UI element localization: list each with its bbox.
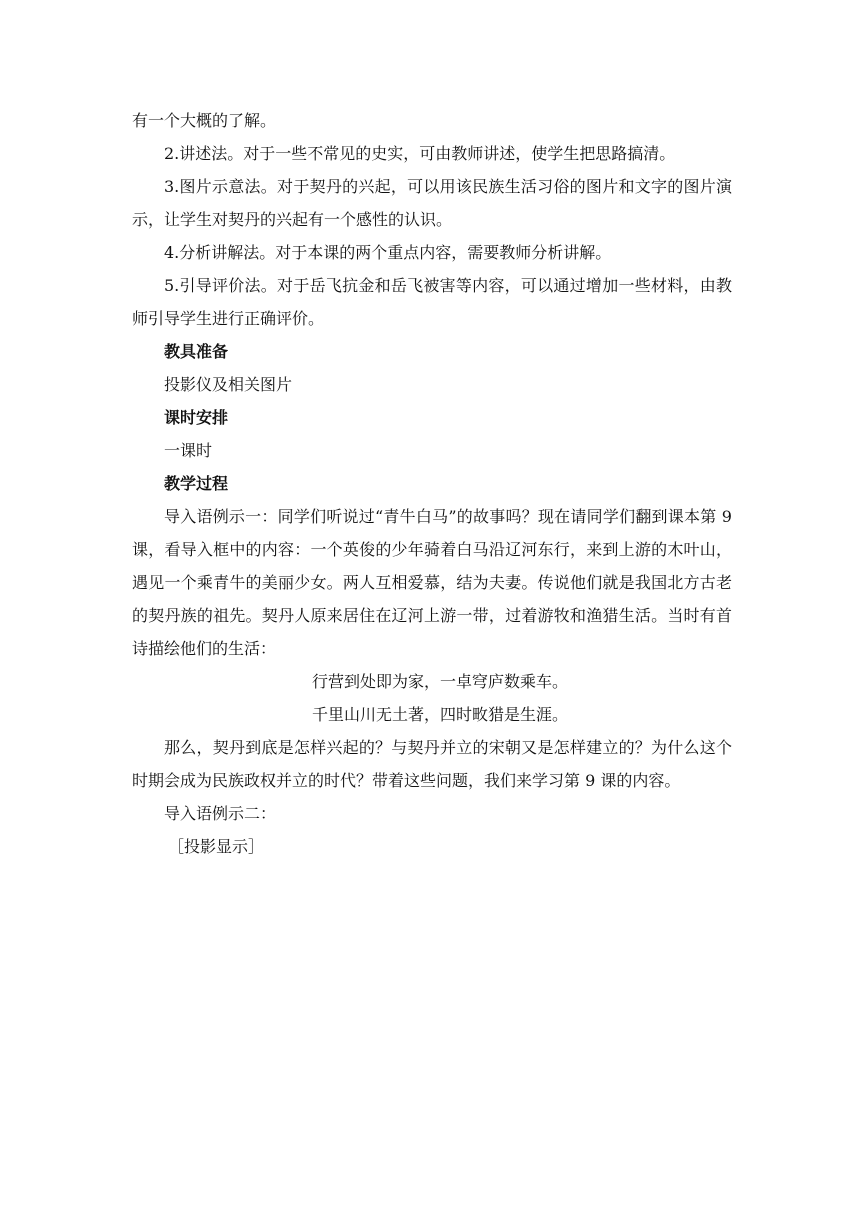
- example-2-paragraph: 导入语例示二：: [164, 804, 277, 823]
- projection-label: ［投影显示］: [168, 837, 265, 856]
- method-5-paragraph: 5.引导评价法。对于岳飞抗金和岳飞被害等内容，可以通过增加一些材料，由教师引导学生进行正确评价。: [132, 276, 732, 328]
- question-paragraph: 那么，契丹到底是怎样兴起的？与契丹并立的宋朝又是怎样建立的？为什么这个时期会成为民族政权并立的时代？带着这些问题，我们来学习第 9 课的内容。: [132, 738, 732, 790]
- document-body: [132, 104, 732, 863]
- schedule-text: 一课时: [164, 441, 213, 460]
- equipment-text: 投影仪及相关图片: [164, 375, 293, 394]
- poem-line-2: 千里山川无土著，四时畋猎是生涯。: [312, 705, 569, 724]
- example-1-paragraph: 导入语例示一：同学们听说过“青牛白马”的故事吗？现在请同学们翻到课本第 9 课，看导入框中的内容：一个英俊的少年骑着白马沿辽河东行，来到上游的木叶山，遇见一个乘青牛的美丽少女。两人互相爱慕，结为夫妻。传说他们就是我国北方古老的契丹族的祖先。契丹人原来居住在辽河上游一带，过着游牧和渔猎生活。当时有首诗描绘他们的生活：: [132, 507, 732, 658]
- equipment-heading: 教具准备: [164, 342, 229, 361]
- method-4-paragraph: 4.分析讲解法。对于本课的两个重点内容，需要教师分析讲解。: [164, 243, 612, 262]
- process-heading: 教学过程: [164, 474, 229, 493]
- method-3-paragraph: 3.图片示意法。对于契丹的兴起，可以用该民族生活习俗的图片和文字的图片演示，让学生对契丹的兴起有一个感性的认识。: [132, 177, 732, 229]
- poem-line-1: 行营到处即为家，一卓穹庐数乘车。: [312, 672, 569, 691]
- schedule-heading: 课时安排: [164, 408, 229, 427]
- method-2-paragraph: 2.讲述法。对于一些不常见的史实，可由教师讲述，使学生把思路搞清。: [164, 144, 676, 163]
- intro-tail-paragraph: 有一个大概的了解。: [132, 111, 277, 130]
